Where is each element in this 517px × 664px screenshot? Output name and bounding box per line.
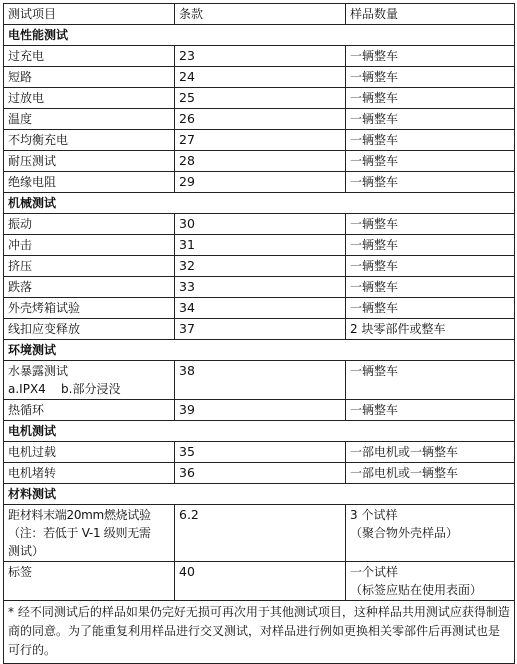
test-item-cell: 跌落 bbox=[4, 277, 175, 298]
table-row bbox=[4, 562, 515, 601]
qty-cell: 一辆整车 bbox=[346, 214, 515, 235]
test-item-cell: 过放电 bbox=[4, 88, 175, 109]
section-title: 材料测试 bbox=[4, 484, 515, 505]
section-title: 电机测试 bbox=[4, 421, 515, 442]
qty-cell: 一辆整车 bbox=[346, 235, 515, 256]
section-row-mechanical bbox=[4, 193, 515, 214]
table-row bbox=[4, 298, 515, 319]
qty-cell: 一辆整车 bbox=[346, 298, 515, 319]
footnote-row bbox=[4, 601, 515, 664]
section-row-material bbox=[4, 484, 515, 505]
qty-cell: 一辆整车 bbox=[346, 277, 515, 298]
section-title: 电性能测试 bbox=[4, 25, 515, 46]
clause-cell: 28 bbox=[175, 151, 346, 172]
qty-cell: 一辆整车 bbox=[346, 256, 515, 277]
clause-cell: 35 bbox=[175, 442, 346, 463]
section-title: 机械测试 bbox=[4, 193, 515, 214]
qty-cell: 一辆整车 bbox=[346, 400, 515, 421]
test-item-cell: 外壳烤箱试验 bbox=[4, 298, 175, 319]
test-item-cell: 不均衡充电 bbox=[4, 130, 175, 151]
clause-cell: 26 bbox=[175, 109, 346, 130]
test-item-note: （注：若低于 V-1 级则无需 bbox=[8, 526, 151, 540]
table-row bbox=[4, 463, 515, 484]
clause-cell: 39 bbox=[175, 400, 346, 421]
test-item-name: 距材料末端20mm燃烧试验 bbox=[8, 508, 151, 522]
section-title: 环境测试 bbox=[4, 340, 515, 361]
test-item-cell: 热循环 bbox=[4, 400, 175, 421]
test-item-cell: 冲击 bbox=[4, 235, 175, 256]
test-sample-table-container bbox=[3, 3, 514, 664]
table-row bbox=[4, 442, 515, 463]
clause-cell: 23 bbox=[175, 46, 346, 67]
table-row bbox=[4, 88, 515, 109]
header-sample-qty: 样品数量 bbox=[346, 4, 515, 25]
test-item-cell bbox=[4, 361, 175, 400]
table-row bbox=[4, 67, 515, 88]
qty-cell: 一辆整车 bbox=[346, 151, 515, 172]
table-row bbox=[4, 109, 515, 130]
table-row bbox=[4, 319, 515, 340]
qty-cell: 一辆整车 bbox=[346, 88, 515, 109]
clause-cell: 27 bbox=[175, 130, 346, 151]
qty-value: 一个试样 bbox=[350, 565, 399, 579]
qty-note: （标签应贴在使用表面） bbox=[350, 583, 483, 597]
clause-cell: 37 bbox=[175, 319, 346, 340]
qty-cell: 一辆整车 bbox=[346, 46, 515, 67]
qty-cell bbox=[346, 562, 515, 601]
qty-cell: 一辆整车 bbox=[346, 361, 515, 400]
test-item-name: 水暴露测试 bbox=[8, 364, 69, 378]
qty-cell: 一部电机或一辆整车 bbox=[346, 442, 515, 463]
table-row bbox=[4, 46, 515, 67]
table-row bbox=[4, 214, 515, 235]
section-row-environmental bbox=[4, 340, 515, 361]
section-row-motor bbox=[4, 421, 515, 442]
table-row bbox=[4, 151, 515, 172]
clause-cell: 30 bbox=[175, 214, 346, 235]
section-row-electrical bbox=[4, 25, 515, 46]
qty-cell bbox=[346, 505, 515, 562]
test-item-cell: 电机过载 bbox=[4, 442, 175, 463]
table-header-row bbox=[4, 4, 515, 25]
qty-cell: 一辆整车 bbox=[346, 172, 515, 193]
clause-cell: 31 bbox=[175, 235, 346, 256]
qty-note: （聚合物外壳样品） bbox=[350, 526, 459, 540]
qty-cell: 一部电机或一辆整车 bbox=[346, 463, 515, 484]
clause-cell: 29 bbox=[175, 172, 346, 193]
clause-cell: 40 bbox=[175, 562, 346, 601]
table-row bbox=[4, 235, 515, 256]
test-item-cell: 电机堵转 bbox=[4, 463, 175, 484]
table-row bbox=[4, 400, 515, 421]
clause-cell: 25 bbox=[175, 88, 346, 109]
qty-cell: 一辆整车 bbox=[346, 67, 515, 88]
test-item-cell: 标签 bbox=[4, 562, 175, 601]
table-row bbox=[4, 361, 515, 400]
header-clause: 条款 bbox=[175, 4, 346, 25]
clause-cell: 36 bbox=[175, 463, 346, 484]
test-item-cell: 振动 bbox=[4, 214, 175, 235]
test-item-cell: 温度 bbox=[4, 109, 175, 130]
test-item-cell bbox=[4, 505, 175, 562]
clause-cell: 33 bbox=[175, 277, 346, 298]
footnote-text: * 经不同测试后的样品如果仍完好无损可再次用于其他测试项目，这种样品共用测试应获得制造商的同意。为了能重复利用样品进行交叉测试，对样品进行例如更换相关零部件后再测试也是可行的。 bbox=[4, 601, 515, 664]
clause-cell: 6.2 bbox=[175, 505, 346, 562]
test-item-options: a.IPX4 b.部分浸没 bbox=[8, 382, 121, 396]
test-item-note-cont: 测试） bbox=[8, 544, 45, 558]
test-item-cell: 挤压 bbox=[4, 256, 175, 277]
qty-cell: 一辆整车 bbox=[346, 109, 515, 130]
test-item-cell: 过充电 bbox=[4, 46, 175, 67]
clause-cell: 32 bbox=[175, 256, 346, 277]
table-row bbox=[4, 256, 515, 277]
test-item-cell: 绝缘电阻 bbox=[4, 172, 175, 193]
table-row bbox=[4, 172, 515, 193]
qty-cell: 2 块零部件或整车 bbox=[346, 319, 515, 340]
table-row bbox=[4, 505, 515, 562]
clause-cell: 34 bbox=[175, 298, 346, 319]
test-item-cell: 耐压测试 bbox=[4, 151, 175, 172]
qty-value: 3 个试样 bbox=[350, 508, 398, 522]
test-sample-table bbox=[3, 3, 515, 664]
table-row bbox=[4, 277, 515, 298]
test-item-cell: 线扣应变释放 bbox=[4, 319, 175, 340]
table-row bbox=[4, 130, 515, 151]
clause-cell: 24 bbox=[175, 67, 346, 88]
qty-cell: 一辆整车 bbox=[346, 130, 515, 151]
test-item-cell: 短路 bbox=[4, 67, 175, 88]
header-test-item: 测试项目 bbox=[4, 4, 175, 25]
clause-cell: 38 bbox=[175, 361, 346, 400]
